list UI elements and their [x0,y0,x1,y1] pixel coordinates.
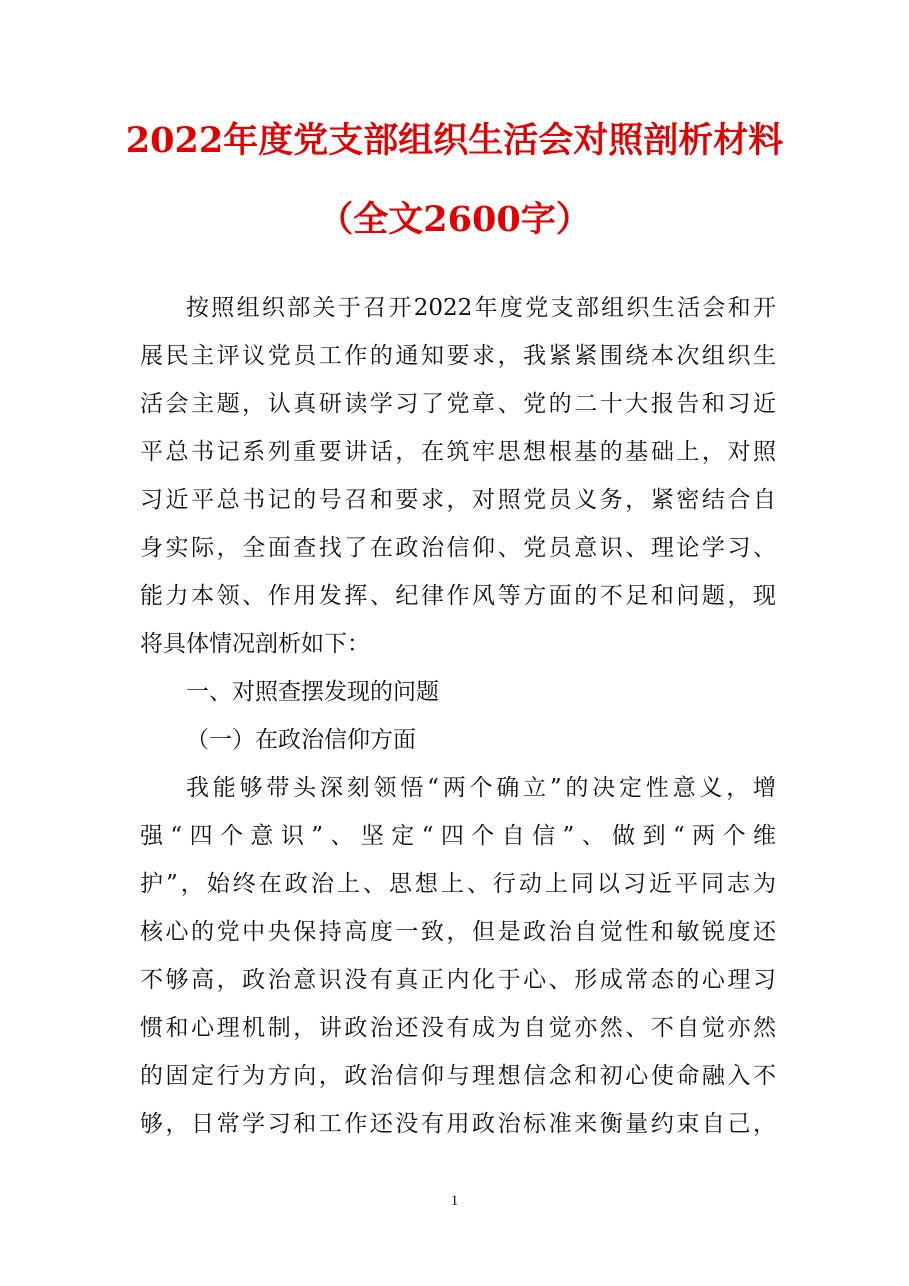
document-subtitle: （全文2600字） [318,199,591,240]
paragraph-line: 展民主评议党员工作的通知要求，我紧紧围绕本次组织生 [140,343,776,369]
paragraph-line: 按照组织部关于召开2022年度党支部组织生活会和开 [186,295,776,321]
paragraph-line: 强“四个意识”、坚定“四个自信”、做到“两个维 [140,823,776,849]
document-body [140,284,776,1148]
paragraph-line: 平总书记系列重要讲话，在筑牢思想根基的基础上，对照 [140,439,776,465]
paragraph-line: 核心的党中央保持高度一致，但是政治自觉性和敏锐度还 [140,919,776,945]
paragraph-line: 的固定行为方向，政治信仰与理想信念和初心使命融入不 [140,1063,776,1089]
paragraph-line: 够，日常学习和工作还没有用政治标准来衡量约束自己， [140,1111,776,1137]
section-heading: 一、对照查摆发现的问题 [186,679,439,705]
paragraph-line: 将具体情况剖析如下： [140,631,370,657]
paragraph-line: 护”，始终在政治上、思想上、行动上同以习近平同志为 [140,871,776,897]
document-title: 2022年度党支部组织生活会对照剖析材料 [125,120,784,161]
page-number: 1 [450,1193,459,1209]
paragraph-line: 活会主题，认真研读学习了党章、党的二十大报告和习近 [140,391,776,417]
paragraph-line: 惯和心理机制，讲政治还没有成为自觉亦然、不自觉亦然 [140,1015,776,1041]
paragraph-line: 不够高，政治意识没有真正内化于心、形成常态的心理习 [140,967,776,993]
paragraph-line: 我能够带头深刻领悟“两个确立”的决定性意义，增 [186,775,776,801]
paragraph-line: 身实际，全面查找了在政治信仰、党员意识、理论学习、 [140,535,776,561]
subsection-heading: （一）在政治信仰方面 [186,727,416,753]
paragraph-line: 能力本领、作用发挥、纪律作风等方面的不足和问题，现 [140,583,776,609]
paragraph-line: 习近平总书记的号召和要求，对照党员义务，紧密结合自 [140,487,776,513]
